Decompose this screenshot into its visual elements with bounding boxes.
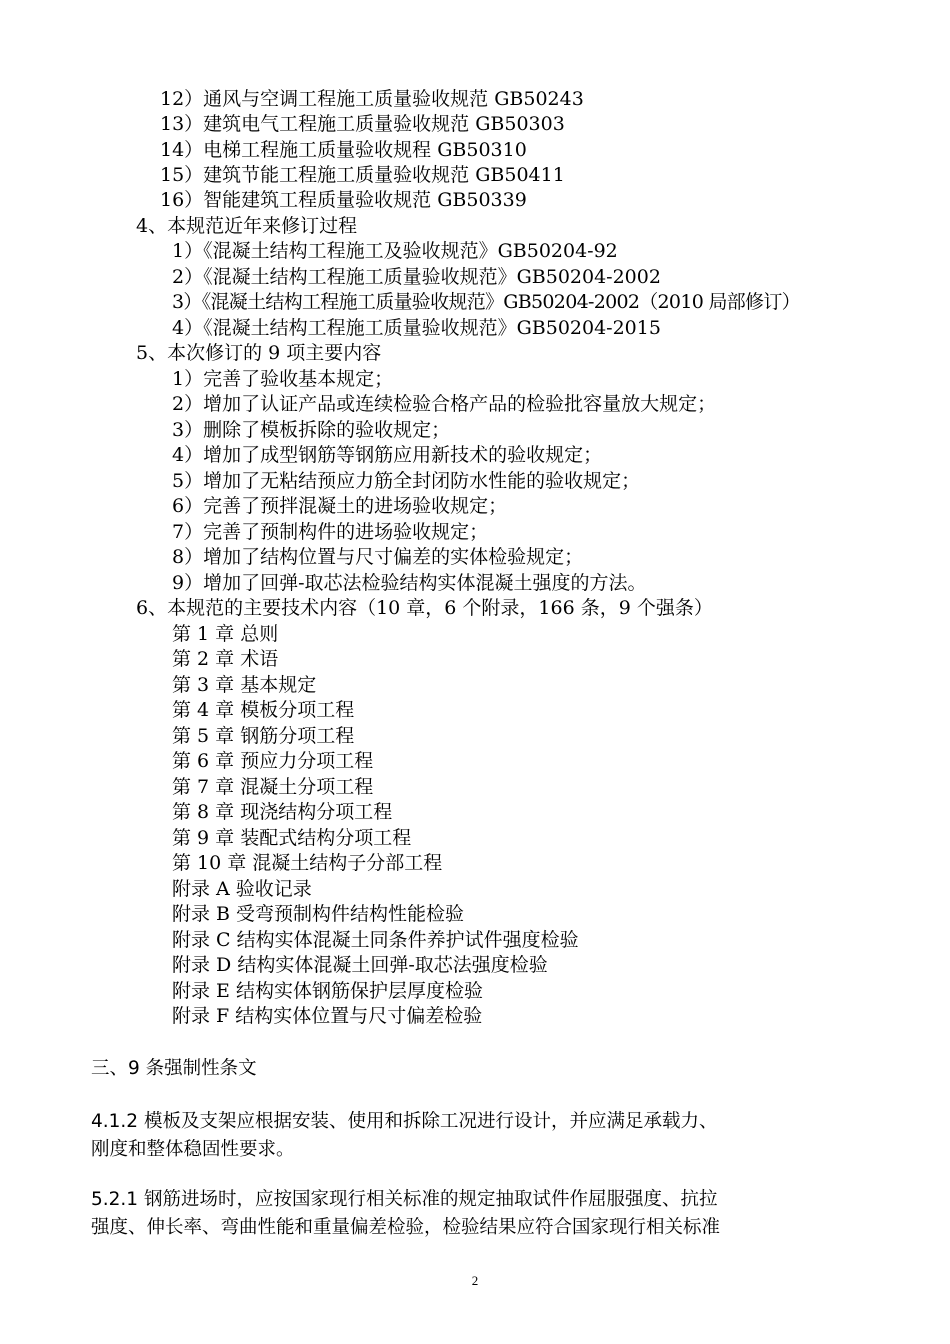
chapter-item: 第 2 章 术语 — [172, 648, 279, 670]
list-item: 3）《混凝土结构工程施工质量验收规范》GB50204-2002（2010 局部修订） — [172, 291, 800, 313]
section-heading: 4、本规范近年来修订过程 — [136, 215, 358, 237]
clause-text: 强度、伸长率、弯曲性能和重量偏差检验，检验结果应符合国家现行相关标准 — [91, 1217, 721, 1238]
clause-text: 5.2.1 钢筋进场时，应按国家现行相关标准的规定抽取试件作屈服强度、抗拉 — [91, 1189, 718, 1210]
page-number: 2 — [471, 1273, 479, 1288]
chapter-item: 第 7 章 混凝土分项工程 — [172, 776, 374, 798]
chapter-item: 第 3 章 基本规定 — [172, 674, 317, 696]
list-item: 4）增加了成型钢筋等钢筋应用新技术的验收规定； — [172, 444, 603, 466]
chapter-item: 第 1 章 总则 — [172, 623, 279, 645]
list-item: 2）《混凝土结构工程施工质量验收规范》GB50204-2002 — [172, 266, 661, 288]
list-item: 1）完善了验收基本规定； — [172, 368, 394, 390]
list-item: 6）完善了预拌混凝土的进场验收规定； — [172, 495, 508, 517]
list-item: 15）建筑节能工程施工质量验收规范 GB50411 — [160, 164, 565, 186]
appendix-item: 附录 E 结构实体钢筋保护层厚度检验 — [172, 980, 483, 1002]
part-heading: 三、9 条强制性条文 — [91, 1058, 257, 1079]
list-item: 2）增加了认证产品或连续检验合格产品的检验批容量放大规定； — [172, 393, 717, 415]
list-item: 13）建筑电气工程施工质量验收规范 GB50303 — [160, 113, 565, 135]
list-item: 14）电梯工程施工质量验收规程 GB50310 — [160, 139, 527, 161]
list-item: 16）智能建筑工程质量验收规范 GB50339 — [160, 189, 527, 211]
appendix-item: 附录 A 验收记录 — [172, 878, 312, 900]
appendix-item: 附录 D 结构实体混凝土回弹-取芯法强度检验 — [172, 954, 548, 976]
list-item: 4）《混凝土结构工程施工质量验收规范》GB50204-2015 — [172, 317, 661, 339]
list-item: 8）增加了结构位置与尺寸偏差的实体检验规定； — [172, 546, 584, 568]
clause-text: 4.1.2 模板及支架应根据安装、使用和拆除工况进行设计，并应满足承载力、 — [91, 1111, 718, 1132]
chapter-item: 第 5 章 钢筋分项工程 — [172, 725, 355, 747]
chapter-item: 第 4 章 模板分项工程 — [172, 699, 355, 721]
clause-text: 刚度和整体稳固性要求。 — [91, 1139, 295, 1160]
chapter-item: 第 9 章 装配式结构分项工程 — [172, 827, 412, 849]
list-item: 7）完善了预制构件的进场验收规定； — [172, 521, 489, 543]
section-heading: 5、本次修订的 9 项主要内容 — [136, 342, 382, 364]
chapter-item: 第 6 章 预应力分项工程 — [172, 750, 374, 772]
list-item: 3）删除了模板拆除的验收规定； — [172, 419, 451, 441]
list-item: 12）通风与空调工程施工质量验收规范 GB50243 — [160, 88, 584, 110]
chapter-item: 第 8 章 现浇结构分项工程 — [172, 801, 393, 823]
appendix-item: 附录 F 结构实体位置与尺寸偏差检验 — [172, 1005, 483, 1027]
list-item: 9）增加了回弹-取芯法检验结构实体混凝土强度的方法。 — [172, 572, 647, 594]
appendix-item: 附录 C 结构实体混凝土同条件养护试件强度检验 — [172, 929, 579, 951]
chapter-item: 第 10 章 混凝土结构子分部工程 — [172, 852, 443, 874]
list-item: 1）《混凝土结构工程施工及验收规范》GB50204-92 — [172, 240, 618, 262]
list-item: 5）增加了无粘结预应力筋全封闭防水性能的验收规定； — [172, 470, 641, 492]
section-heading: 6、本规范的主要技术内容（10 章，6 个附录，166 条，9 个强条） — [136, 597, 713, 619]
appendix-item: 附录 B 受弯预制构件结构性能检验 — [172, 903, 465, 925]
